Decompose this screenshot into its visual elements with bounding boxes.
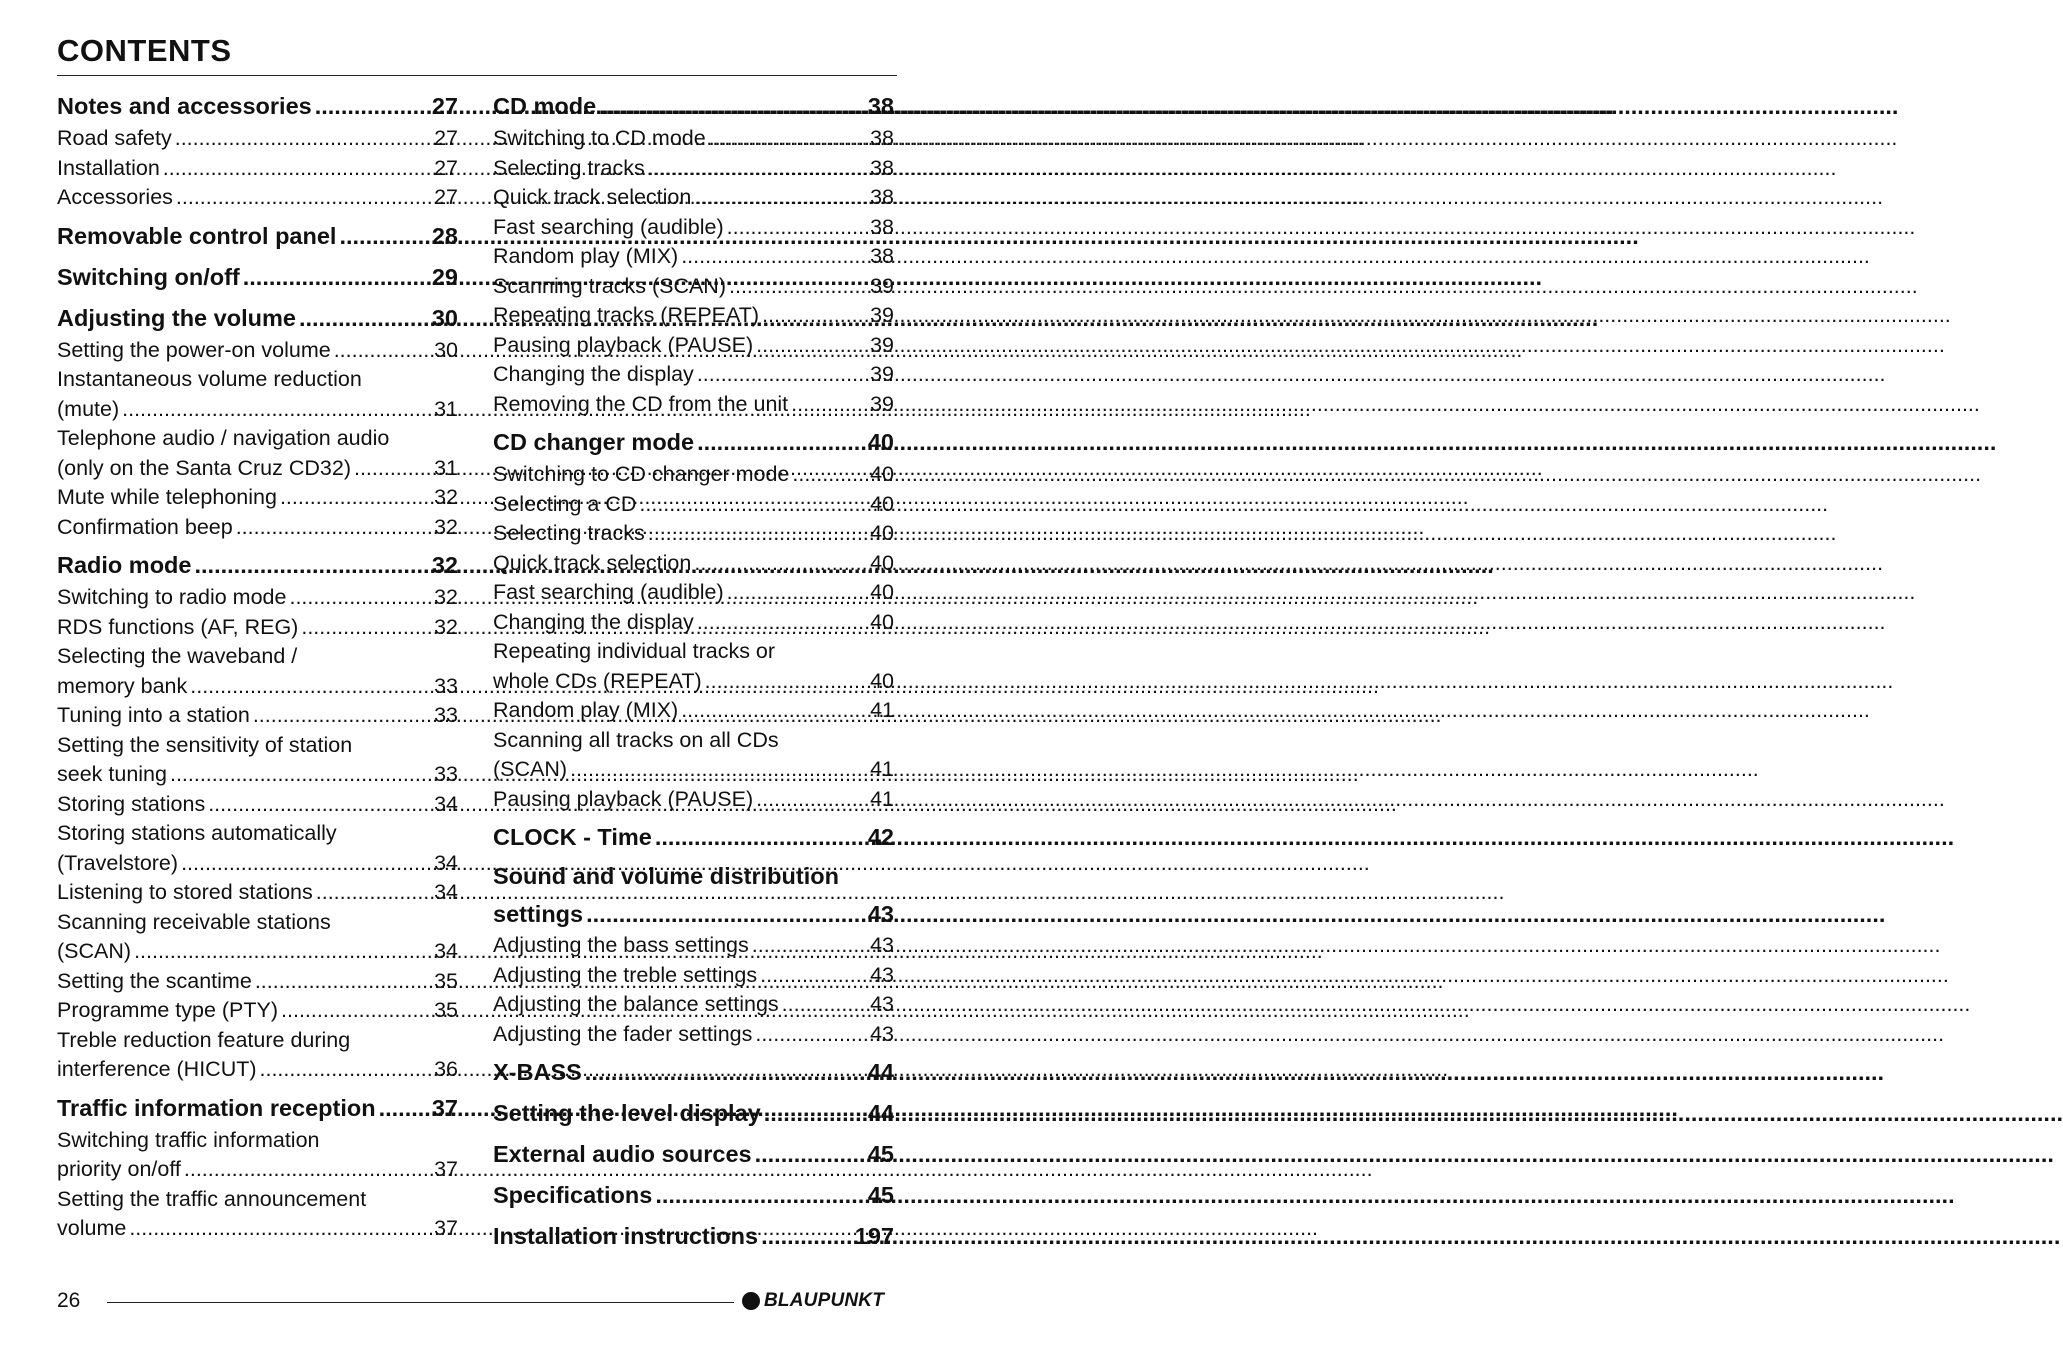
toc-page-number: 45: [867, 1141, 894, 1167]
toc-entry-title-line: Instantaneous volume reduction: [57, 367, 362, 391]
dot-leader: [652, 1177, 868, 1213]
toc-item: [57, 424, 458, 483]
toc-item: [57, 1026, 458, 1085]
toc-entry-title: Programme type (PTY): [57, 998, 279, 1022]
toc-entry-title: seek tuning: [57, 762, 167, 786]
toc-entry-title: X-BASS: [493, 1059, 582, 1085]
dot-leader: [752, 1136, 868, 1172]
toc-entry-title-line: Telephone audio / navigation audio: [57, 426, 390, 450]
toc-entry-title: Specifications: [493, 1182, 653, 1208]
dot-leader: [167, 760, 434, 790]
dot-leader: [181, 1155, 434, 1185]
dot-leader: [119, 395, 434, 425]
toc-entry-title: Selecting tracks: [493, 155, 645, 180]
dot-leader: [126, 1214, 434, 1244]
dot-leader: [702, 667, 870, 697]
toc-entry-title: Fast searching (audible): [493, 580, 724, 604]
dot-leader: [645, 519, 870, 549]
toc-entry-title: Traffic information reception: [57, 1094, 376, 1121]
toc-item: [493, 360, 894, 390]
dot-leader: [336, 218, 431, 254]
toc-page-number: 34: [434, 939, 458, 963]
toc-entry-title-line: Setting the sensitivity of station: [57, 732, 353, 757]
toc-section-heading: [57, 259, 458, 295]
toc-entry-title: memory bank: [57, 673, 188, 698]
dot-leader: [752, 1020, 870, 1050]
toc-page-number: 31: [434, 455, 458, 480]
toc-page-number: 43: [870, 1021, 894, 1046]
dot-leader: [724, 578, 870, 608]
toc-page-number: 40: [870, 462, 894, 486]
toc-item: [493, 578, 894, 608]
toc-page-number: 37: [431, 1094, 458, 1121]
dot-leader: [173, 183, 434, 213]
toc-entry-title: interference (HICUT): [57, 1057, 257, 1081]
toc-page-number: 30: [431, 304, 458, 331]
toc-item: [57, 878, 458, 908]
dot-leader: [749, 931, 870, 961]
toc-entry-title: Listening to stored stations: [57, 880, 313, 904]
toc-item: [493, 608, 894, 638]
toc-entry-title: Setting the power-on volume: [57, 337, 331, 362]
toc-page-number: 38: [870, 155, 894, 180]
dot-leader: [286, 583, 434, 613]
toc-entry-title: whole CDs (REPEAT): [493, 668, 702, 693]
toc-item: [493, 390, 894, 420]
dot-leader: [678, 242, 870, 272]
dot-leader: [691, 183, 870, 213]
toc-item: [57, 154, 458, 184]
brand-dot-icon: [742, 1292, 760, 1310]
toc-item: [493, 183, 894, 213]
toc-item: [57, 365, 458, 424]
toc-entry-title: Radio mode: [57, 552, 192, 578]
dot-leader: [761, 1095, 868, 1131]
dot-leader: [678, 696, 870, 726]
toc-item: [57, 336, 458, 366]
toc-item: [493, 154, 894, 184]
toc-page-number: 27: [434, 185, 458, 209]
toc-item: [57, 642, 458, 701]
toc-item: [57, 583, 458, 613]
toc-entry-title-line: Switching traffic information: [57, 1127, 320, 1152]
toc-page-number: 35: [434, 968, 458, 993]
toc-page-number: 34: [434, 791, 458, 816]
dot-leader: [351, 454, 434, 484]
toc-page-number: 27: [434, 155, 458, 180]
toc-entry-title: Setting the level display: [493, 1100, 761, 1126]
toc-entry-title: Accessories: [57, 185, 173, 209]
toc-section-heading: [493, 1054, 894, 1090]
dot-leader: [313, 878, 434, 908]
dot-leader: [789, 460, 870, 490]
toc-entry-title-line: Repeating individual tracks or: [493, 639, 776, 663]
dot-leader: [252, 967, 434, 997]
dot-leader: [277, 483, 434, 513]
toc-page-number: 42: [867, 824, 894, 850]
toc-entry-title: Notes and accessories: [57, 93, 312, 119]
dot-leader: [636, 490, 870, 520]
toc-item: [493, 519, 894, 549]
toc-page-number: 38: [867, 93, 894, 119]
toc-item: [57, 124, 458, 154]
dot-leader: [240, 259, 432, 295]
toc-section-heading: [493, 1095, 894, 1131]
toc-entry-title: (SCAN): [57, 939, 132, 963]
toc-page-number: 197: [854, 1223, 894, 1249]
toc-page-number: 39: [870, 332, 894, 357]
toc-page-number: 37: [434, 1157, 458, 1181]
toc-page-number: 32: [434, 485, 458, 509]
toc-page-number: 43: [870, 992, 894, 1016]
toc-item: [493, 242, 894, 272]
toc-section-heading: [57, 547, 458, 583]
dot-leader: [753, 785, 870, 815]
toc-entry-title: Mute while telephoning: [57, 485, 277, 509]
dot-leader: [187, 672, 434, 702]
dot-leader: [296, 300, 432, 336]
toc-item: [493, 490, 894, 520]
dot-leader: [759, 301, 870, 331]
toc-item: [493, 301, 894, 331]
toc-entry-title: RDS functions (AF, REG): [57, 614, 299, 639]
toc-page-number: 38: [870, 126, 894, 150]
toc-entry-title: Setting the scantime: [57, 968, 252, 993]
dot-leader: [312, 88, 432, 124]
page-title: CONTENTS: [57, 33, 232, 68]
toc-entry-title-line: Treble reduction feature during: [57, 1027, 351, 1052]
dot-leader: [205, 790, 434, 820]
toc-item: [493, 124, 894, 154]
toc-page-number: 38: [870, 214, 894, 239]
footer-divider: [107, 1302, 734, 1303]
dot-leader: [178, 849, 434, 879]
toc-entry-title-line: Storing stations automatically: [57, 821, 337, 845]
toc-entry-title-line: Sound and volume distribution: [493, 863, 839, 889]
toc-section-heading: [57, 300, 458, 336]
toc-page-number: 41: [870, 698, 894, 722]
dot-leader: [257, 1055, 435, 1085]
toc-entry-title: Road safety: [57, 126, 172, 150]
dot-leader: [567, 755, 870, 785]
toc-item: [493, 990, 894, 1020]
toc-section-heading: [493, 424, 894, 460]
toc-section-heading: [57, 88, 458, 124]
toc-page-number: 27: [434, 126, 458, 150]
dot-leader: [652, 819, 868, 855]
toc-item: [57, 731, 458, 790]
dot-leader: [233, 513, 434, 543]
dot-leader: [779, 990, 870, 1020]
toc-page-number: 34: [434, 850, 458, 875]
title-divider: [57, 75, 897, 76]
toc-page-number: 43: [870, 933, 894, 957]
toc-entry-title: Adjusting the fader settings: [493, 1021, 753, 1046]
toc-page-number: 30: [434, 337, 458, 362]
toc-page-number: 40: [870, 609, 894, 634]
dot-leader: [596, 88, 868, 124]
toc-item: [493, 549, 894, 579]
toc-page-number: 38: [870, 244, 894, 268]
toc-entry-title: Installation: [57, 155, 160, 180]
toc-page-number: 40: [870, 668, 894, 693]
toc-entry-title-line: Selecting the waveband /: [57, 644, 298, 668]
toc-entry-title: Changing the display: [493, 362, 694, 386]
toc-page-number: 40: [867, 429, 894, 455]
toc-page-number: 41: [870, 786, 894, 811]
toc-entry-title: Tuning into a station: [57, 703, 250, 727]
toc-page-number: 43: [870, 962, 894, 987]
toc-entry-title: Random play (MIX): [493, 244, 679, 268]
toc-entry-title: Quick track selection: [493, 185, 692, 209]
dot-leader: [331, 336, 434, 366]
toc-right-column: [493, 88, 894, 1254]
toc-page-number: 39: [870, 362, 894, 386]
toc-page-number: 45: [867, 1182, 894, 1208]
toc-item: [57, 513, 458, 543]
dot-leader: [706, 124, 870, 154]
dot-leader: [753, 331, 870, 361]
toc-page-number: 40: [870, 580, 894, 604]
toc-page-number: 40: [870, 491, 894, 516]
toc-page-number: 32: [434, 514, 458, 539]
toc-entry-title: Changing the display: [493, 609, 694, 634]
toc-entry-title: Repeating tracks (REPEAT): [493, 303, 760, 327]
toc-entry-title: Adjusting the treble settings: [493, 962, 758, 987]
toc-entry-title: Switching to CD mode: [493, 126, 706, 150]
toc-item: [493, 931, 894, 961]
toc-item: [57, 908, 458, 967]
toc-page-number: 39: [870, 391, 894, 416]
toc-item: [493, 726, 894, 785]
toc-page-number: 32: [431, 552, 458, 578]
toc-item: [57, 967, 458, 997]
toc-page-number: 33: [434, 673, 458, 698]
toc-entry-title-line: Scanning all tracks on all CDs: [493, 727, 779, 752]
toc-page-number: 31: [434, 396, 458, 421]
toc-page-number: 36: [434, 1057, 458, 1081]
toc-entry-title: Selecting tracks: [493, 521, 645, 545]
toc-item: [493, 696, 894, 726]
dot-leader: [645, 154, 870, 184]
toc-entry-title: Installation instructions: [493, 1223, 759, 1249]
toc-entry-title: Adjusting the bass settings: [493, 933, 749, 957]
toc-entry-title: Removable control panel: [57, 222, 337, 249]
toc-page-number: 33: [434, 762, 458, 786]
dot-leader: [788, 390, 870, 420]
dot-leader: [726, 272, 870, 302]
toc-page-number: 40: [870, 521, 894, 545]
toc-entry-title: Pausing playback (PAUSE): [493, 332, 754, 357]
toc-page-number: 44: [867, 1100, 894, 1126]
toc-entry-title: CLOCK - Time: [493, 824, 652, 850]
toc-section-heading: [57, 1090, 458, 1126]
toc-item: [57, 819, 458, 878]
toc-entry-title: Removing the CD from the unit: [493, 391, 789, 416]
dot-leader: [131, 937, 434, 967]
dot-leader: [278, 996, 434, 1026]
dot-leader: [757, 961, 870, 991]
toc-entry-title: Selecting a CD: [493, 491, 637, 516]
toc-page-number: 37: [434, 1216, 458, 1240]
toc-item: [57, 483, 458, 513]
toc-entry-title-line: Scanning receivable stations: [57, 909, 331, 934]
toc-item: [493, 1020, 894, 1050]
dot-leader: [376, 1090, 432, 1126]
toc-page-number: 32: [434, 585, 458, 609]
toc-item: [57, 701, 458, 731]
dot-leader: [191, 547, 431, 583]
dot-leader: [583, 898, 868, 931]
dot-leader: [694, 424, 868, 460]
dot-leader: [298, 613, 434, 643]
toc-entry-title-line: Setting the traffic announcement: [57, 1186, 367, 1211]
toc-entry-title: CD changer mode: [493, 429, 695, 455]
toc-page-number: 27: [431, 93, 458, 119]
toc-page-number: 39: [870, 273, 894, 298]
toc-item: [493, 331, 894, 361]
toc-page-number: 33: [434, 703, 458, 727]
dot-leader: [694, 608, 870, 638]
toc-section-heading: [493, 860, 894, 931]
toc-item: [57, 996, 458, 1026]
toc-item: [493, 213, 894, 243]
toc-entry-title: (mute): [57, 396, 120, 421]
toc-page-number: 40: [870, 550, 894, 575]
toc-page-number: 32: [434, 614, 458, 639]
dot-leader: [694, 360, 870, 390]
toc-entry-title: CD mode: [493, 93, 597, 119]
toc-page-number: 43: [867, 901, 894, 927]
toc-entry-title: priority on/off: [57, 1157, 181, 1181]
toc-section-heading: [57, 218, 458, 254]
dot-leader: [250, 701, 434, 731]
toc-page-number: 38: [870, 185, 894, 209]
toc-section-heading: [493, 1136, 894, 1172]
toc-entry-title: Random play (MIX): [493, 698, 679, 722]
toc-page-number: 35: [434, 998, 458, 1022]
toc-item: [57, 183, 458, 213]
toc-entry-title: Storing stations: [57, 791, 206, 816]
toc-entry-title: settings: [493, 901, 584, 927]
toc-item: [493, 460, 894, 490]
toc-page-number: 29: [431, 263, 458, 290]
toc-page-number: 28: [431, 222, 458, 249]
toc-item: [493, 785, 894, 815]
toc-entry-title: (SCAN): [493, 757, 568, 781]
toc-entry-title: Switching to CD changer mode: [493, 462, 790, 486]
toc-entry-title: volume: [57, 1216, 127, 1240]
toc-entry-title: Quick track selection: [493, 550, 692, 575]
toc-entry-title: (only on the Santa Cruz CD32): [57, 455, 351, 480]
brand-name: BLAUPUNKT: [764, 1290, 885, 1311]
toc-left-column: [57, 88, 458, 1244]
toc-item: [493, 637, 894, 696]
dot-leader: [582, 1054, 868, 1090]
toc-entry-title: Scanning tracks (SCAN): [493, 273, 726, 298]
page-number: 26: [57, 1289, 81, 1312]
toc-section-heading: [493, 819, 894, 855]
toc-entry-title: Fast searching (audible): [493, 214, 724, 239]
toc-section-heading: [493, 88, 894, 124]
toc-item: [57, 1126, 458, 1185]
toc-entry-title: Adjusting the volume: [57, 304, 296, 331]
toc-entry-title: External audio sources: [493, 1141, 752, 1167]
toc-page-number: 39: [870, 303, 894, 327]
toc-item: [493, 272, 894, 302]
dot-leader: [724, 213, 870, 243]
toc-entry-title: Switching on/off: [57, 263, 240, 290]
dot-leader: [172, 124, 434, 154]
toc-entry-title: Adjusting the balance settings: [493, 992, 779, 1016]
dot-leader: [160, 154, 434, 184]
toc-page-number: 41: [870, 757, 894, 781]
toc-entry-title: (Travelstore): [57, 850, 179, 875]
toc-entry-title: Switching to radio mode: [57, 585, 287, 609]
dot-leader: [758, 1218, 855, 1254]
toc-item: [57, 613, 458, 643]
dot-leader: [691, 549, 870, 579]
toc-section-heading: [493, 1177, 894, 1213]
toc-page-number: 34: [434, 880, 458, 904]
toc-item: [57, 1185, 458, 1244]
toc-entry-title: Confirmation beep: [57, 514, 233, 539]
toc-page-number: 44: [867, 1059, 894, 1085]
toc-entry-title: Pausing playback (PAUSE): [493, 786, 754, 811]
toc-item: [493, 961, 894, 991]
toc-section-heading: [493, 1218, 894, 1254]
brand-logo: [742, 1290, 884, 1312]
toc-item: [57, 790, 458, 820]
